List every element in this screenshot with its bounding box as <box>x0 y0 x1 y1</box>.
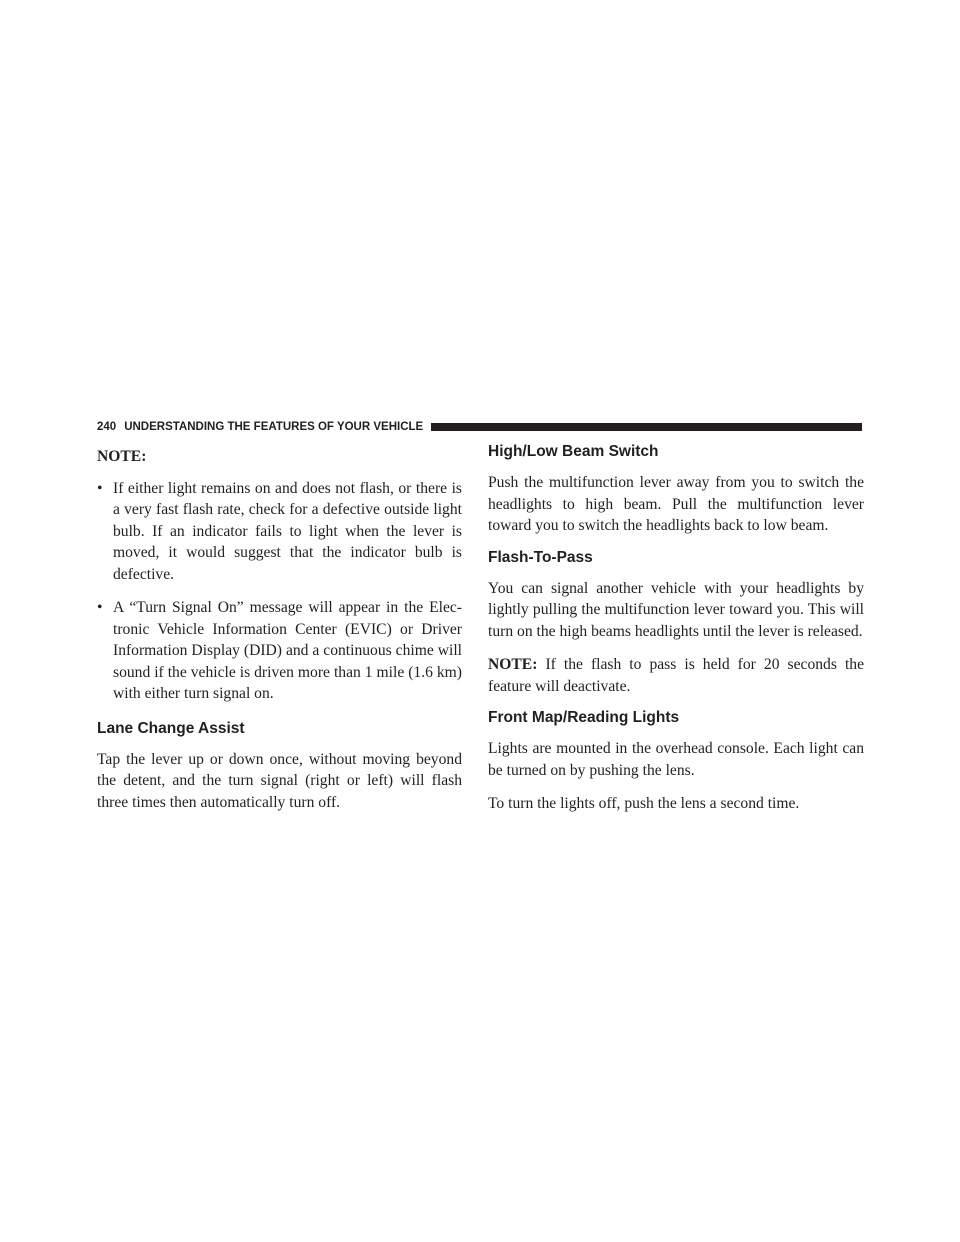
bullet-icon: • <box>97 599 103 616</box>
map-lights-body: Lights are mounted in the overhead console. Each light can be turned on by pushing the lens. <box>488 740 864 779</box>
note-label: NOTE: <box>488 656 538 673</box>
note-label: NOTE: <box>97 448 147 465</box>
note-heading <box>97 446 462 468</box>
section-title: UNDERSTANDING THE FEATURES OF YOUR VEHICLE <box>124 421 424 433</box>
note-bullet-item <box>97 478 462 586</box>
bullet-icon: • <box>97 479 103 497</box>
flash-to-pass-note <box>488 654 864 697</box>
note-bullet-list <box>97 478 462 705</box>
header-rule <box>431 423 862 431</box>
right-column <box>488 440 864 815</box>
high-low-body: Push the multifunction lever away from you to switch the headlights to high beam. Pull the multifunction lever toward you to switch the headlights back to low beam. <box>488 474 864 534</box>
flash-to-pass-heading: Flash-To-Pass <box>488 548 593 566</box>
map-lights-off-body: To turn the lights off, push the lens a second time. <box>488 795 800 812</box>
note-bullet-item <box>97 597 462 705</box>
note-text: If the flash to pass is held for 20 seconds the feature will deactivate. <box>488 656 864 695</box>
bullet-text: A “Turn Signal On” message will appear in the Elec-tronic Vehicle Information Center (EVIC) or Driver Information Display (DID) and a continuous chime will sound if the vehicle is driven more than 1 mile (1.6 km) with either turn signal on. <box>113 599 462 702</box>
lane-change-heading: Lane Change Assist <box>97 719 245 737</box>
bullet-text: If either light remains on and does not flash, or there is a very fast flash rate, check for a defective outside light bulb. If an indicator fails to light when the lever is moved, it would suggest that the indicator bulb is defective. <box>113 479 462 583</box>
map-lights-heading: Front Map/Reading Lights <box>488 709 680 726</box>
page-header <box>97 418 862 436</box>
lane-change-body: Tap the lever up or down once, without moving beyond the detent, and the turn signal (right or left) will flash three times then automatically turn off. <box>97 750 462 811</box>
page-number: 240 <box>97 421 117 433</box>
high-low-heading: High/Low Beam Switch <box>488 443 659 460</box>
left-column <box>97 440 462 813</box>
flash-to-pass-body: You can signal another vehicle with your headlights by lightly pulling the multifunction lever toward you. This will turn on the high beams headlights until the lever is released. <box>488 579 864 640</box>
